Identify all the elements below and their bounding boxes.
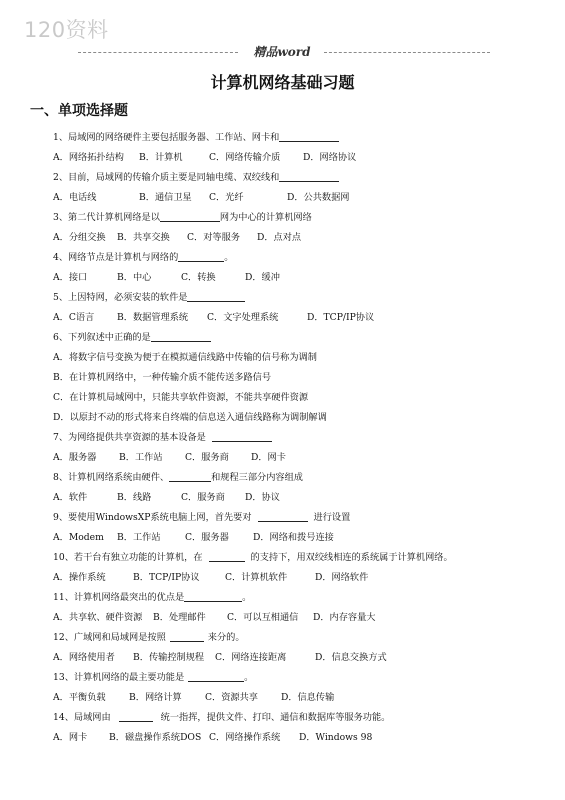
- question-text: 14、局域网由: [53, 712, 111, 723]
- option: D．网卡: [251, 452, 286, 463]
- option-row: [53, 488, 553, 508]
- question-text-tail: 和规程三部分内容组成: [211, 472, 303, 483]
- option: D．网络协议: [303, 152, 357, 163]
- option: C．可以互相通信: [227, 612, 299, 623]
- question-text-tail: 统一指挥，提供文件、打印、通信和数据库等服务功能。: [160, 712, 391, 723]
- option: A．C语言: [53, 312, 95, 323]
- question-stem: [53, 208, 553, 228]
- question-stem: [53, 708, 553, 728]
- answer-blank: [170, 630, 204, 642]
- option-row: [53, 608, 553, 628]
- option: B．线路: [117, 492, 152, 503]
- question-stem: [53, 168, 553, 188]
- option: A．电话线: [53, 192, 97, 203]
- option: A．接口: [53, 272, 88, 283]
- option: D．点对点: [257, 232, 302, 243]
- answer-blank: [209, 550, 245, 562]
- option: B．计算机: [139, 152, 183, 163]
- option: A．服务器: [53, 452, 97, 463]
- option: D．信息交换方式: [315, 652, 387, 663]
- answer-blank: [212, 430, 272, 442]
- option: A．网卡: [53, 732, 88, 743]
- question-stem: [53, 128, 553, 148]
- option: D．内存容量大: [313, 612, 376, 623]
- option: C．服务商: [181, 492, 225, 503]
- option-row: [53, 188, 553, 208]
- header-tag: 精品word: [253, 45, 311, 59]
- answer-blank: [184, 590, 242, 602]
- option: A．网络拓扑结构: [53, 152, 124, 163]
- question-stem: [53, 588, 553, 608]
- question-text-tail: 进行设置: [313, 512, 351, 523]
- question-text: 5、上因特网，必须安装的软件是: [53, 292, 188, 303]
- question-stem: [53, 668, 553, 688]
- option: A．网络使用者: [53, 652, 115, 663]
- question-stem: [53, 248, 553, 268]
- option: D．公共数据网: [287, 192, 350, 203]
- option-row: [53, 308, 553, 328]
- option: B．通信卫星: [139, 192, 192, 203]
- section-heading: 一、单项选择题: [30, 103, 128, 119]
- answer-blank: [279, 170, 339, 182]
- question-stem: [53, 508, 553, 528]
- question-list: [53, 128, 553, 748]
- header-rule-right: [324, 52, 490, 53]
- option: C．对等服务: [187, 232, 240, 243]
- option-row: [53, 368, 553, 388]
- option: C．服务器: [185, 532, 229, 543]
- option: D．信息传输: [281, 692, 335, 703]
- question-stem: [53, 328, 553, 348]
- option: D．网络软件: [315, 572, 369, 583]
- question-text: 10、若干台有独立功能的计算机，在: [53, 552, 203, 563]
- option-row: [53, 388, 553, 408]
- option: B．传输控制规程: [133, 652, 205, 663]
- option: C．服务商: [185, 452, 229, 463]
- question-text: 12、广域网和局域网是按照: [53, 632, 166, 643]
- question-text-tail: 。: [242, 592, 252, 603]
- option: C．计算机软件: [225, 572, 288, 583]
- option: C．转换: [181, 272, 216, 283]
- option: C．网络传输介质: [209, 152, 281, 163]
- option: B．工作站: [119, 452, 163, 463]
- question-stem: [53, 288, 553, 308]
- option: C．在计算机局域网中，只能共享软件资源，不能共享硬件资源: [53, 392, 309, 403]
- question-text-tail: 来分的。: [207, 632, 245, 643]
- option-row: [53, 688, 553, 708]
- option-row: [53, 568, 553, 588]
- option-row: [53, 728, 553, 748]
- option: D．TCP/IP协议: [307, 312, 375, 323]
- question-text: 11、计算机网络最突出的优点是: [53, 592, 185, 603]
- option: D．协议: [245, 492, 280, 503]
- option: D．以原封不动的形式将来自终端的信息送入通信线路称为调制解调: [53, 412, 327, 423]
- option: B．数据管理系统: [117, 312, 189, 323]
- answer-blank: [258, 510, 308, 522]
- option: B．工作站: [117, 532, 161, 543]
- question-stem: [53, 628, 553, 648]
- question-text: 9、要使用WindowsXP系统电脑上网，首先要对: [53, 512, 252, 523]
- question-text-tail: 网为中心的计算机网络: [219, 212, 312, 223]
- option: B．中心: [117, 272, 152, 283]
- question-stem: [53, 468, 553, 488]
- question-text-tail: 的支持下，用双绞线相连的系统属于计算机网络。: [250, 552, 453, 563]
- option: B．处理邮件: [153, 612, 206, 623]
- option: C．网络操作系统: [209, 732, 281, 743]
- option: C．资源共享: [205, 692, 258, 703]
- option: D．网络和拨号连接: [253, 532, 334, 543]
- option-row: [53, 648, 553, 668]
- option-row: [53, 268, 553, 288]
- option-row: [53, 408, 553, 428]
- answer-blank: [279, 130, 339, 142]
- answer-blank: [160, 210, 220, 222]
- option-row: [53, 148, 553, 168]
- question-text: 8、计算机网络系统由硬件、: [53, 472, 170, 483]
- question-text: 1、局域网的网络硬件主要包括服务器、工作站、网卡和: [53, 132, 280, 143]
- option: C．网络连接距离: [215, 652, 287, 663]
- option-row: [53, 528, 553, 548]
- answer-blank: [169, 470, 211, 482]
- option: A．操作系统: [53, 572, 106, 583]
- option: C．光纤: [209, 192, 244, 203]
- option: B．共享交换: [117, 232, 170, 243]
- page-title: 计算机网络基础习题: [210, 73, 355, 92]
- question-text: 13、计算机网络的最主要功能是: [53, 672, 185, 683]
- question-text-tail: 。: [244, 672, 254, 683]
- option: A．共享软、硬件资源: [53, 612, 143, 623]
- question-text: 2、目前，局域网的传输介质主要是同轴电缆、双绞线和: [53, 172, 280, 183]
- answer-blank: [119, 710, 153, 722]
- header-rule-left: [78, 52, 238, 53]
- option-row: [53, 448, 553, 468]
- question-text: 4、网络节点是计算机与网络的: [53, 252, 179, 263]
- option: B．在计算机网络中，一种传输介质不能传送多路信号: [53, 372, 272, 383]
- option: A．分组交换: [53, 232, 106, 243]
- question-text: 6、下列叙述中正确的是: [53, 332, 151, 343]
- option: A．将数字信号变换为便于在模拟通信线路中传输的信号称为调制: [53, 352, 317, 363]
- question-stem: [53, 428, 553, 448]
- option-row: [53, 228, 553, 248]
- question-text: 3、第二代计算机网络是以: [53, 212, 160, 223]
- option: D．缓冲: [245, 272, 280, 283]
- option: A．平衡负载: [53, 692, 106, 703]
- option: B．TCP/IP协议: [133, 572, 200, 583]
- option: A．Modem: [53, 532, 104, 543]
- question-stem: [53, 548, 553, 568]
- watermark-logo: 120资料: [24, 18, 109, 42]
- option: A．软件: [53, 492, 88, 503]
- answer-blank: [188, 670, 244, 682]
- option: B．网络计算: [129, 692, 182, 703]
- option: D．Windows 98: [299, 732, 373, 743]
- answer-blank: [151, 330, 211, 342]
- option: C．文字处理系统: [207, 312, 279, 323]
- answer-blank: [187, 290, 245, 302]
- question-text-tail: 。: [224, 252, 234, 263]
- option: B．磁盘操作系统DOS: [109, 732, 202, 743]
- answer-blank: [178, 250, 224, 262]
- question-text: 7、为网络提供共享资源的基本设备是: [53, 432, 206, 443]
- option-row: [53, 348, 553, 368]
